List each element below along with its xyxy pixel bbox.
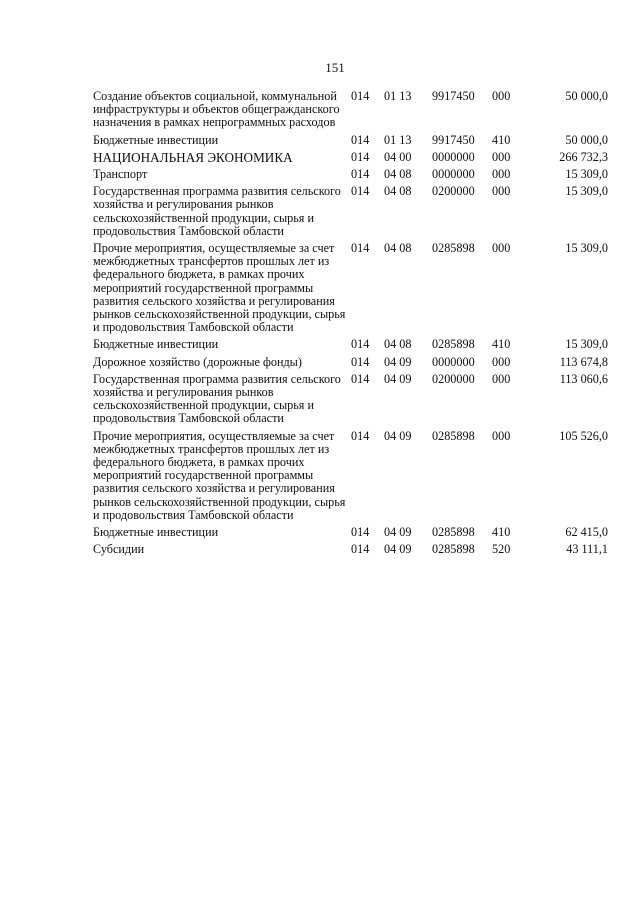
table-row	[93, 90, 608, 130]
ministry-code: 014	[351, 89, 370, 103]
target-code: 0000000	[432, 149, 475, 164]
target-code: 0285898	[432, 525, 475, 540]
table-row	[93, 338, 608, 351]
ministry-code: 014	[351, 184, 370, 199]
expense-type-code: 000	[492, 241, 511, 256]
target-code: 0000000	[432, 167, 475, 182]
target-code: 0285898	[432, 428, 475, 443]
row-name: Бюджетные инвестиции	[93, 525, 219, 540]
row-name: Бюджетные инвестиции	[93, 132, 219, 147]
table-row	[93, 526, 608, 539]
row-name: НАЦИОНАЛЬНАЯ ЭКОНОМИКА	[93, 149, 293, 165]
table-row	[93, 430, 608, 522]
table-row	[93, 168, 608, 181]
expense-type-code: 520	[492, 542, 511, 557]
row-name: Дорожное хозяйство (дорожные фонды)	[93, 354, 302, 369]
amount: 15 309,0	[565, 167, 608, 182]
ministry-code: 014	[351, 371, 370, 386]
amount: 266 732,3	[559, 149, 608, 164]
row-name: Создание объектов социальной, коммунальной инфраструктуры и объектов общегражданского назначения в рамках непрограммных расходов	[93, 89, 340, 130]
section-code: 01 13	[384, 132, 412, 147]
row-name: Государственная программа развития сельского хозяйства и регулирования рынков сельскохозяйственной продукции, сырья и продовольствия Тамбовской области	[93, 184, 341, 238]
row-name: Прочие мероприятия, осуществляемые за счет межбюджетных трансфертов прошлых лет из федерального бюджета, в рамках прочих мероприятий государственной программы развития сельского хозяйства и регулирования рынков сельскохозяйственной продукции, сырья и продовольствия Тамбовской области	[93, 241, 346, 335]
target-code: 0285898	[432, 241, 475, 256]
expense-type-code: 000	[492, 184, 511, 199]
table-row	[93, 134, 608, 147]
table-row	[93, 543, 608, 556]
expense-type-code: 410	[492, 337, 511, 352]
section-code: 04 08	[384, 184, 412, 199]
section-code: 04 09	[384, 354, 412, 369]
ministry-code: 014	[351, 241, 370, 256]
ministry-code: 014	[351, 542, 370, 557]
section-code: 04 08	[384, 167, 412, 182]
amount: 15 309,0	[565, 241, 608, 256]
section-code: 04 09	[384, 428, 412, 443]
amount: 105 526,0	[559, 428, 608, 443]
target-code: 9917450	[432, 89, 475, 103]
target-code: 0285898	[432, 542, 475, 557]
ministry-code: 014	[351, 149, 370, 164]
ministry-code: 014	[351, 132, 370, 147]
target-code: 0200000	[432, 371, 475, 386]
ministry-code: 014	[351, 354, 370, 369]
table-row	[93, 356, 608, 369]
section-code: 04 09	[384, 542, 412, 557]
target-code: 0285898	[432, 337, 475, 352]
expense-type-code: 410	[492, 132, 511, 147]
amount: 15 309,0	[565, 184, 608, 199]
amount: 50 000,0	[565, 132, 608, 147]
table-row	[93, 151, 608, 164]
table-row	[93, 185, 608, 238]
amount: 15 309,0	[565, 337, 608, 352]
ministry-code: 014	[351, 337, 370, 352]
expense-type-code: 000	[492, 149, 511, 164]
ministry-code: 014	[351, 525, 370, 540]
expense-type-code: 000	[492, 89, 511, 103]
target-code: 0000000	[432, 354, 475, 369]
page-number: 151	[325, 60, 345, 75]
section-code: 04 00	[384, 149, 412, 164]
expense-type-code: 000	[492, 428, 511, 443]
table-row	[93, 373, 608, 426]
amount: 62 415,0	[565, 525, 608, 540]
table-row	[93, 242, 608, 334]
amount: 113 060,6	[559, 371, 608, 386]
target-code: 9917450	[432, 132, 475, 147]
target-code: 0200000	[432, 184, 475, 199]
section-code: 04 08	[384, 241, 412, 256]
expense-type-code: 000	[492, 167, 511, 182]
row-name: Государственная программа развития сельского хозяйства и регулирования рынков сельскохозяйственной продукции, сырья и продовольствия Тамбовской области	[93, 371, 341, 426]
section-code: 04 09	[384, 371, 412, 386]
section-code: 04 08	[384, 337, 412, 352]
section-code: 01 13	[384, 89, 412, 103]
amount: 113 674,8	[559, 354, 608, 369]
amount: 50 000,0	[565, 89, 608, 103]
ministry-code: 014	[351, 428, 370, 443]
expense-type-code: 410	[492, 525, 511, 540]
row-name: Прочие мероприятия, осуществляемые за счет межбюджетных трансфертов прошлых лет из федерального бюджета, в рамках прочих мероприятий государственной программы развития сельского хозяйства и регулирования рынков сельскохозяйственной продукции, сырья и продовольствия Тамбовской области	[93, 428, 346, 522]
section-code: 04 09	[384, 525, 412, 540]
ministry-code: 014	[351, 167, 370, 182]
row-name: Транспорт	[93, 167, 148, 182]
row-name: Бюджетные инвестиции	[93, 337, 219, 352]
expense-type-code: 000	[492, 371, 511, 386]
amount: 43 111,1	[566, 542, 608, 557]
row-name: Субсидии	[93, 542, 145, 557]
expense-type-code: 000	[492, 354, 511, 369]
budget-table	[93, 90, 608, 561]
